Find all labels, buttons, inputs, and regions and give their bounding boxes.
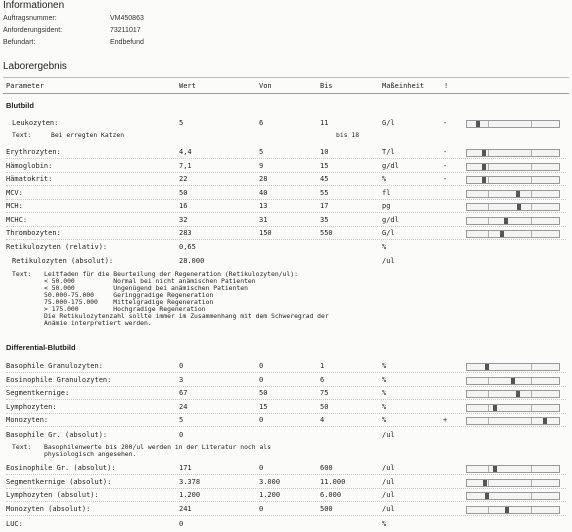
param-name: MCHC:	[6, 215, 28, 224]
param-unit: /ul	[382, 431, 395, 439]
param-value: 0	[179, 520, 184, 528]
param-unit: fl	[382, 188, 391, 197]
text-line: Die Retikulozytenzahl sollte immer im Zusammenhang mit dem Schweregrad der	[44, 312, 329, 320]
info-label: Anforderungsident:	[3, 27, 63, 34]
row-separator	[6, 172, 566, 173]
param-value: 67	[179, 389, 188, 397]
text-line: Leitfaden für die Beurteilung der Regeneration (Retikulozyten/ul):	[44, 270, 298, 278]
range-bar	[466, 377, 560, 385]
param-unit: G/l	[382, 119, 395, 127]
param-name: Basophile Granulozyten:	[6, 362, 103, 370]
range-bar	[466, 417, 560, 425]
param-von: 0	[259, 464, 264, 472]
table-row	[6, 162, 566, 172]
header-bis: Bis	[320, 82, 333, 90]
param-name: LUC:	[6, 520, 23, 528]
table-row	[6, 189, 566, 199]
param-value: 3.378	[179, 477, 201, 486]
info-title: Informationen	[3, 0, 65, 11]
param-von: 9	[259, 161, 264, 170]
row-separator	[6, 399, 566, 400]
table-row	[6, 464, 566, 474]
range-marker	[517, 204, 521, 210]
param-bis: 6	[320, 375, 325, 384]
range-marker	[476, 121, 480, 127]
param-value: 3	[179, 375, 184, 384]
param-bis: 500	[320, 504, 333, 513]
table-row	[6, 148, 566, 158]
row-separator	[6, 413, 566, 414]
range-marker	[482, 177, 486, 183]
range-bar	[466, 404, 560, 412]
param-name: Lymphozyten:	[6, 402, 57, 411]
param-von: 0	[259, 362, 264, 370]
range-bar	[466, 217, 560, 225]
param-value: 0	[179, 431, 184, 439]
param-name: Leukozyten:	[12, 119, 59, 127]
param-unit: %	[382, 175, 387, 183]
param-flag: -	[443, 119, 448, 127]
range-bar	[466, 176, 560, 184]
param-bis: 55	[320, 188, 329, 197]
table-row	[6, 243, 566, 253]
param-name: Monozyten (absolut):	[6, 504, 91, 513]
range-bar	[466, 190, 560, 198]
param-unit: %	[382, 389, 387, 397]
param-name: Hämatokrit:	[6, 175, 53, 183]
param-bis: 45	[320, 175, 329, 183]
row-separator	[6, 426, 566, 427]
param-name: Monozyten:	[6, 416, 49, 424]
param-value: 283	[179, 229, 192, 237]
param-unit: G/l	[382, 229, 395, 237]
header-parameter: Parameter	[6, 82, 44, 90]
range-marker	[505, 507, 509, 513]
info-value: Endbefund	[110, 39, 144, 46]
row-separator	[6, 515, 566, 516]
table-row	[6, 119, 566, 129]
table-row	[6, 175, 566, 185]
row-separator	[6, 212, 566, 213]
section-differential-title: Differential-Blutbild	[6, 343, 76, 352]
text-line: physiologisch angesehen.	[44, 450, 137, 458]
param-value: 50	[179, 188, 188, 197]
row-separator	[6, 199, 566, 200]
table-row	[6, 389, 566, 399]
range-bar	[466, 390, 560, 398]
param-flag: +	[443, 416, 448, 424]
param-value: 1.200	[179, 491, 201, 499]
param-name: Eosinophile Gr. (absolut):	[6, 464, 116, 472]
param-unit: /ul	[382, 464, 395, 472]
param-value: 5	[179, 416, 184, 424]
param-value: 0	[179, 362, 184, 370]
range-bar	[466, 120, 560, 128]
param-name: Segmentkernige (absolut):	[6, 477, 112, 486]
table-row	[6, 216, 566, 226]
text-line: Basophilenwerte bis 200/ul werden in der Literatur noch als	[44, 443, 272, 451]
table-row	[6, 403, 566, 413]
param-bis: 35	[320, 215, 329, 224]
param-von: 15	[259, 402, 268, 411]
param-name: Retikulozyten (relativ):	[6, 243, 108, 251]
param-unit: %	[382, 362, 387, 370]
table-row	[6, 520, 566, 530]
param-von: 0	[259, 375, 264, 384]
row-separator	[6, 386, 566, 387]
param-von: 5	[259, 148, 264, 156]
param-value: 5	[179, 119, 184, 127]
table-row-note	[6, 131, 566, 141]
row-separator	[6, 158, 566, 159]
table-row	[6, 376, 566, 386]
param-bis: 50	[320, 402, 329, 411]
range-marker	[485, 493, 489, 499]
param-unit: g/dl	[382, 161, 399, 170]
param-bis: 600	[320, 464, 333, 472]
param-value: 32	[179, 215, 188, 224]
param-value: 24	[179, 402, 188, 411]
param-value: 7,1	[179, 161, 192, 170]
param-bis: 6.000	[320, 491, 342, 499]
range-marker	[516, 191, 520, 197]
table-row	[6, 416, 566, 426]
param-unit: g/dl	[382, 215, 399, 224]
param-value: 241	[179, 504, 192, 513]
table-row	[6, 202, 566, 212]
range-marker	[516, 391, 520, 397]
param-name: Basophile Gr. (absolut):	[6, 431, 108, 439]
param-flag: -	[443, 161, 448, 170]
range-marker	[483, 480, 487, 486]
param-unit: T/l	[382, 148, 395, 156]
range-marker	[493, 405, 497, 411]
note-bis: bis 18	[336, 131, 360, 139]
param-value: 22	[179, 175, 188, 183]
table-row	[6, 431, 566, 441]
header-masseinheit: Maßeinheit	[382, 82, 425, 90]
param-von: 1.200	[259, 491, 281, 499]
header-flag: !	[444, 82, 449, 90]
param-name: Lymphozyten (absolut):	[6, 491, 99, 499]
param-name: Erythrozyten:	[6, 148, 61, 156]
text-line: 75.000-175.000 Mittelgradige Regeneration	[44, 298, 214, 306]
table-row	[6, 229, 566, 239]
param-value: 0,65	[179, 243, 196, 251]
row-separator	[6, 185, 566, 186]
section-divider	[3, 77, 569, 78]
param-name: Thrombozyten:	[6, 229, 61, 237]
table-row	[6, 362, 566, 372]
row-separator	[6, 239, 566, 240]
table-row	[6, 505, 566, 515]
table-row	[6, 491, 566, 501]
text-line: > 175.000 Hochgradige Regeneration	[44, 305, 206, 313]
info-label: Auftragsnummer:	[3, 15, 57, 22]
param-name: Eosinophile Granulozyten:	[6, 375, 112, 384]
range-marker	[543, 418, 547, 424]
param-bis: 15	[320, 161, 329, 170]
range-marker	[482, 150, 486, 156]
param-bis: 550	[320, 229, 333, 237]
range-bar	[466, 230, 560, 238]
section-blutbild-title: Blutbild	[6, 101, 34, 110]
text-line: 50.000-75.000 Geringgradige Regeneration	[44, 291, 214, 299]
param-bis: 10	[320, 148, 329, 156]
text-line: Anämie interpretiert werden.	[44, 319, 152, 327]
text-line: < 50.000 Normal bei nicht anämischen Patienten	[44, 277, 256, 285]
range-marker	[482, 164, 486, 170]
range-marker	[485, 364, 489, 370]
row-separator	[6, 372, 566, 373]
param-unit: /ul	[382, 477, 395, 486]
param-von: 31	[259, 215, 268, 224]
param-name: MCV:	[6, 188, 23, 197]
note-label: Text:	[12, 443, 32, 451]
param-von: 40	[259, 188, 268, 197]
row-separator	[6, 226, 566, 227]
table-header	[3, 82, 569, 94]
param-von: 3.000	[259, 477, 281, 486]
param-flag: -	[443, 175, 448, 183]
param-flag: -	[443, 148, 448, 156]
param-von: 28	[259, 175, 268, 183]
range-bar	[466, 363, 560, 371]
range-bar	[466, 203, 560, 211]
lab-title: Laborergebnis	[3, 61, 67, 72]
range-marker	[511, 378, 515, 384]
param-von: 0	[259, 504, 264, 513]
param-unit: /ul	[382, 257, 395, 265]
param-bis: 11.000	[320, 477, 346, 486]
param-name: Retikulozyten (absolut):	[12, 257, 114, 265]
header-wert: Wert	[179, 82, 196, 90]
param-name: Hämoglobin:	[6, 161, 53, 170]
range-marker	[500, 231, 504, 237]
range-marker	[504, 218, 508, 224]
param-unit: %	[382, 243, 387, 251]
param-unit: %	[382, 520, 387, 528]
param-value: 16	[179, 202, 188, 210]
param-unit: %	[382, 402, 387, 411]
note-label: Text:	[12, 131, 32, 139]
param-value: 28.000	[179, 257, 205, 265]
range-bar	[466, 479, 560, 487]
param-bis: 17	[320, 202, 329, 210]
range-bar	[466, 465, 560, 473]
table-row	[6, 478, 566, 488]
row-separator	[6, 488, 566, 489]
info-row-anforderungsident	[3, 27, 141, 34]
param-unit: /ul	[382, 504, 395, 513]
range-bar	[466, 163, 560, 171]
row-separator	[6, 501, 566, 502]
param-bis: 4	[320, 416, 325, 424]
header-von: Von	[259, 82, 272, 90]
range-bar	[466, 492, 560, 500]
param-value: 4,4	[179, 148, 192, 156]
param-bis: 11	[320, 119, 329, 127]
info-row-befundart	[3, 39, 144, 46]
text-line: < 50.000 Ungenügend bei anämischen Patienten	[44, 284, 248, 292]
info-label: Befundart:	[3, 39, 36, 46]
range-bar	[466, 506, 560, 514]
range-marker	[493, 466, 497, 472]
param-von: 13	[259, 202, 268, 210]
baso-note-text	[44, 444, 271, 458]
note-label: Text:	[12, 270, 32, 278]
retic-guidance-text	[44, 271, 329, 327]
table-row	[6, 257, 566, 267]
info-value: 73211017	[110, 27, 141, 34]
param-bis: 75	[320, 389, 329, 397]
param-bis: 1	[320, 362, 325, 370]
param-unit: %	[382, 416, 387, 424]
param-von: 50	[259, 389, 268, 397]
param-value: 171	[179, 464, 192, 472]
param-von: 150	[259, 229, 272, 237]
info-row-auftragsnummer	[3, 15, 144, 22]
param-name: Segmentkernige:	[6, 389, 70, 397]
row-separator	[6, 474, 566, 475]
param-von: 0	[259, 416, 264, 424]
param-name: MCH:	[6, 202, 23, 210]
param-von: 6	[259, 119, 264, 127]
param-unit: pg	[382, 202, 391, 210]
param-unit: %	[382, 375, 387, 384]
param-unit: /ul	[382, 491, 395, 499]
info-value: VM450863	[110, 15, 144, 22]
range-bar	[466, 149, 560, 157]
note-text: Bei erregten Katzen	[51, 131, 125, 139]
